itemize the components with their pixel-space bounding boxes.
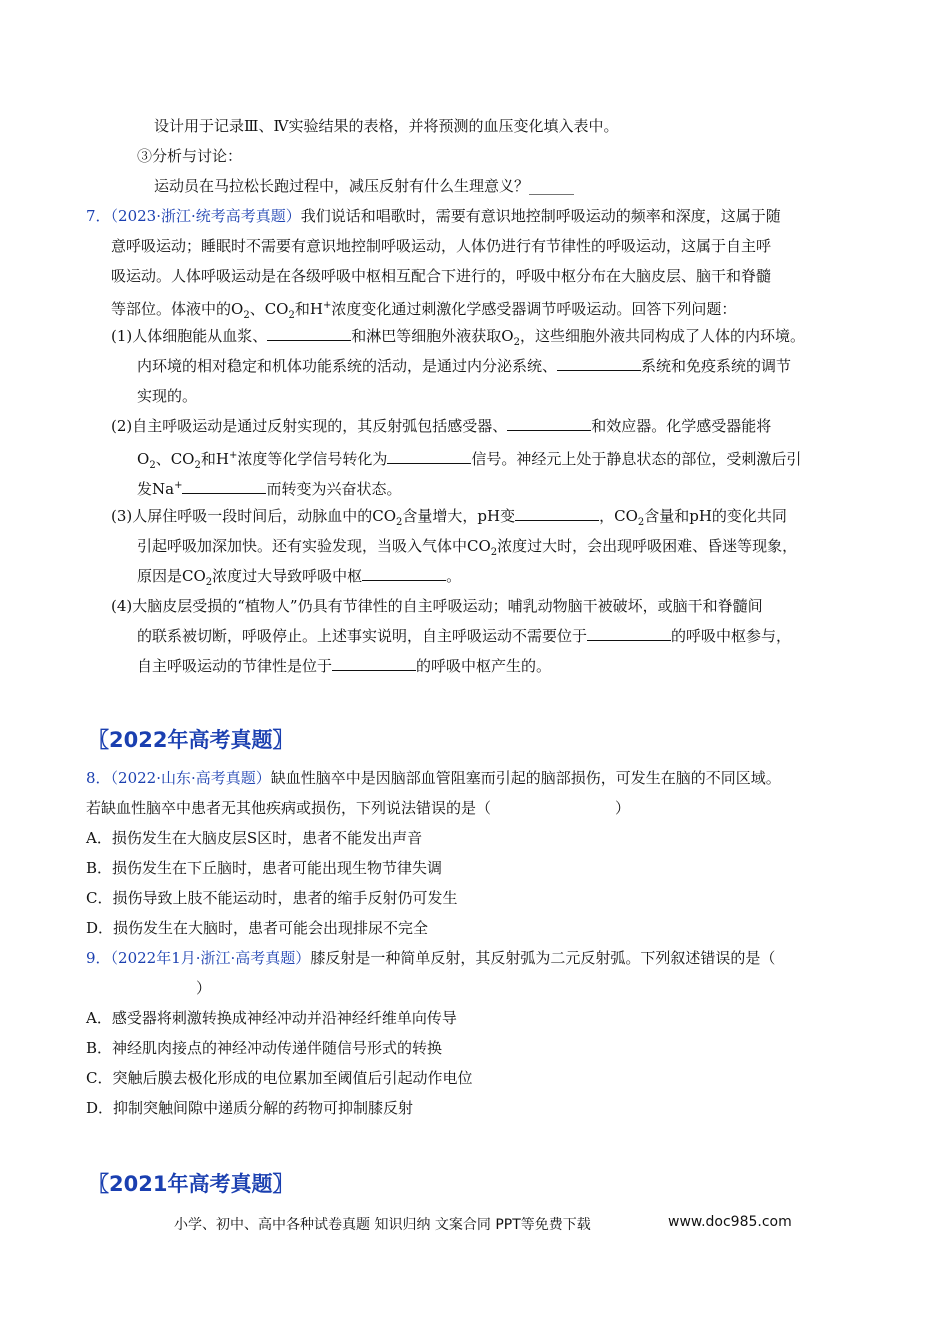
q7-part-3-line-1: (3)人屏住呼吸一段时间后，动脉血中的$CO_2$含量增大，pH变 ，$CO_2$含量和pH的变化共同 xyxy=(111,507,787,528)
q9-option-d: D．抑制突触间隙中递质分解的药物可抑制膝反射 xyxy=(86,1099,414,1117)
q6-line-1: 设计用于记录Ⅲ、Ⅳ实验结果的表格，并将预测的血压变化填入表中。 xyxy=(154,117,619,135)
q7-part-3-line-2: 引起呼吸加深加快。还有实验发现，当吸入气体中$CO_2$浓度过大时，会出现呼吸困难、昏迷等现象， xyxy=(137,537,798,558)
q7-part-4-line-1: (4)大脑皮层受损的“植物人”仍具有节律性的自主呼吸运动；哺乳动物脑干被破坏，或脑干和脊髓间 xyxy=(111,597,763,615)
section-heading-2021: 〖2021年高考真题〗 xyxy=(88,1172,294,1196)
q7-part-1-line-3: 实现的。 xyxy=(137,387,198,405)
q7-part-1-line-2: 内环境的相对稳定和机体功能系统的活动，是通过内分泌系统、 系统和免疫系统的调节 xyxy=(137,357,792,375)
q8-option-a: A．损伤发生在大脑皮层S区时，患者不能发出声音 xyxy=(86,829,423,847)
q9-option-a: A．感受器将刺激转换成神经冲动并沿神经纤维单向传导 xyxy=(86,1009,457,1027)
q7-line-4: 等部位。体液中的$O_2$、$CO_2$和H+浓度变化通过刺激化学感受器调节呼吸运动。回答下列问题： xyxy=(111,300,737,321)
q9-option-c: C．突触后膜去极化形成的电位累加至阈值后引起动作电位 xyxy=(86,1069,473,1087)
q9-option-b: B．神经肌肉接点的神经冲动传递伴随信号形式的转换 xyxy=(86,1039,443,1057)
q7-number: 7． xyxy=(86,207,111,225)
footer-url[interactable]: www.doc985.com xyxy=(668,1214,792,1230)
answer-blank[interactable] xyxy=(387,449,471,464)
q7-line-3: 吸运动。人体呼吸运动是在各级呼吸中枢相互配合下进行的，呼吸中枢分布在大脑皮层、脑干和脊髓 xyxy=(111,267,772,285)
q6-line-2: ③分析与讨论： xyxy=(137,147,243,165)
q9-number: 9． xyxy=(86,949,111,967)
q7-line-2: 意呼吸运动；睡眠时不需要有意识地控制呼吸运动，人体仍进行有节律性的呼吸运动，这属于自主呼 xyxy=(111,237,772,255)
q7-part-2-line-3: 发Na+ 而转变为兴奋状态。 xyxy=(137,480,402,498)
answer-blank[interactable] xyxy=(362,566,446,581)
q7-part-2-line-1: (2)自主呼吸运动是通过反射实现的，其反射弧包括感受器、 和效应器。化学感受器能将 xyxy=(111,417,772,435)
q7-part-3-line-3: 原因是$CO_2$浓度过大导致呼吸中枢 。 xyxy=(137,567,462,588)
answer-blank[interactable] xyxy=(587,626,671,641)
q8-option-b: B．损伤发生在下丘脑时，患者可能出现生物节律失调 xyxy=(86,859,443,877)
q8-number: 8． xyxy=(86,769,111,787)
q8-source: （2022·山东·高考真题） xyxy=(110,769,271,787)
q7-part-2-line-2: $O_2$、$CO_2$和H+浓度等化学信号转化为 信号。神经元上处于静息状态的部位，受刺激后引 xyxy=(137,450,802,471)
q8-line-1: 8．（2022·山东·高考真题）缺血性脑卒中是因脑部血管阻塞而引起的脑部损伤，可发生在脑的不同区域。 xyxy=(86,769,781,787)
q9-line-2: ） xyxy=(196,979,212,997)
footer-text: 小学、初中、高中各种试卷真题 知识归纳 文案合同 PPT等免费下载 xyxy=(174,1217,591,1233)
answer-blank[interactable] xyxy=(332,656,416,671)
q6-line-3: 运动员在马拉松长跑过程中，减压反射有什么生理意义？______ xyxy=(154,177,575,195)
q8-line-2: 若缺血性脑卒中患者无其他疾病或损伤，下列说法错误的是（ ） xyxy=(86,799,631,817)
q8-option-c: C．损伤导致上肢不能运动时，患者的缩手反射仍可发生 xyxy=(86,889,458,907)
q9-line-1: 9．（2022年1月·浙江·高考真题）膝反射是一种简单反射，其反射弧为二元反射弧。下列叙述错误的是（ xyxy=(86,949,776,967)
q7-source: （2023·浙江·统考高考真题） xyxy=(110,207,301,225)
answer-blank[interactable] xyxy=(507,416,591,431)
section-heading-2022: 〖2022年高考真题〗 xyxy=(88,728,294,752)
answer-blank[interactable] xyxy=(267,326,351,341)
q9-source: （2022年1月·浙江·高考真题） xyxy=(110,949,311,967)
answer-blank[interactable] xyxy=(515,506,599,521)
q7-part-1-line-1: (1)人体细胞能从血浆、 和淋巴等细胞外液获取$O_2$，这些细胞外液共同构成了人体的内环境。 xyxy=(111,327,805,348)
q7-part-4-line-3: 自主呼吸运动的节律性是位于 的呼吸中枢产生的。 xyxy=(137,657,552,675)
answer-blank[interactable] xyxy=(557,356,641,371)
q7-part-4-line-2: 的联系被切断，呼吸停止。上述事实说明，自主呼吸运动不需要位于 的呼吸中枢参与， xyxy=(137,627,792,645)
q7-line-1: 7．（2023·浙江·统考高考真题）我们说话和唱歌时，需要有意识地控制呼吸运动的频率和深度，这属于随 xyxy=(86,207,781,225)
q8-option-d: D．损伤发生在大脑时，患者可能会出现排尿不完全 xyxy=(86,919,429,937)
answer-blank[interactable] xyxy=(182,479,266,494)
